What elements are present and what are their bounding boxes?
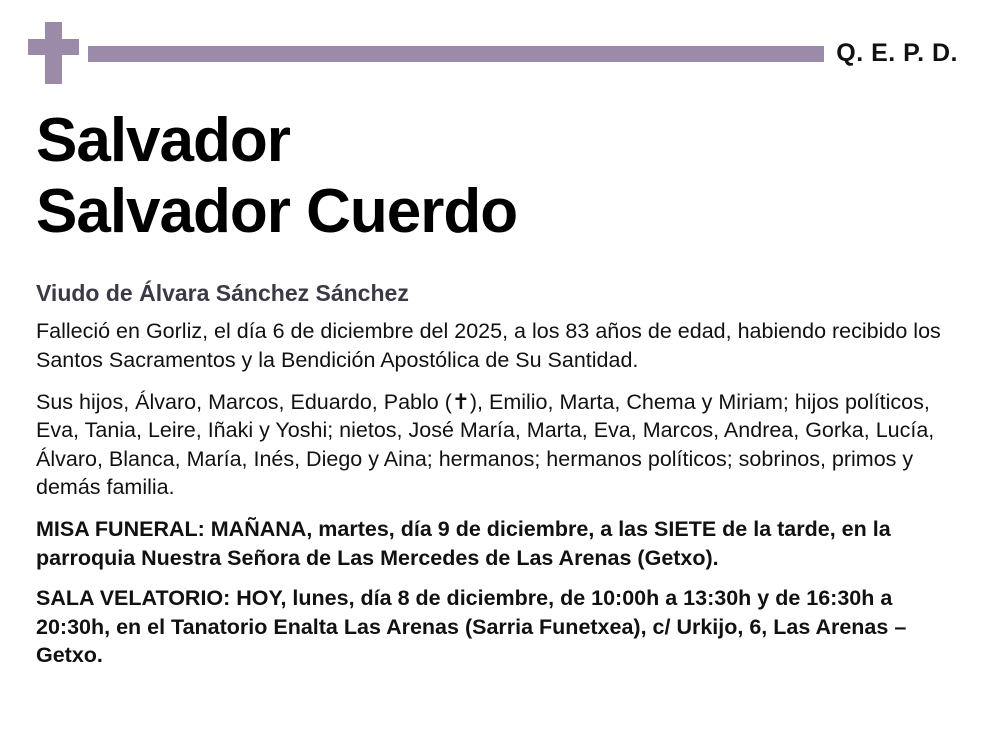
header-rule	[88, 46, 824, 62]
funeral-mass-paragraph: MISA FUNERAL: MAÑANA, martes, día 9 de diciembre, a las SIETE de la tarde, en la parroquia Nuestra Señora de Las Mercedes de Las Arenas (Getxo).	[36, 517, 891, 570]
wake-room-paragraph: SALA VELATORIO: HOY, lunes, día 8 de diciembre, de 10:00h a 13:30h y de 16:30h a 20:30h, en el Tanatorio Enalta Las Arenas (Sarria Funetxea), c/ Urkijo, 6, Las Arenas – Getxo.	[36, 586, 907, 667]
qepd-label: Q. E. P. D.	[836, 38, 958, 67]
deceased-surnames: Salvador Cuerdo	[36, 177, 518, 247]
death-notice-paragraph: Falleció en Gorliz, el día 6 de diciembre del 2025, a los 83 años de edad, habiendo recibido los Santos Sacramentos y la Bendición Apostólica de Su Santidad.	[36, 319, 941, 372]
relationship-line: Viudo de Álvara Sánchez Sánchez	[36, 280, 409, 307]
deceased-name-block	[36, 106, 960, 247]
survivors-paragraph: Sus hijos, Álvaro, Marcos, Eduardo, Pablo (✝), Emilio, Marta, Chema y Miriam; hijos políticos, Eva, Tania, Leire, Iñaki y Yoshi; nietos, José María, Marta, Eva, Marcos, Andrea, Gorka, Lucía, Álvaro, Blanca, María, Inés, Diego y Aina; hermanos; hermanos políticos; sobrinos, primos y demás familia.	[36, 389, 935, 500]
obituary-header	[24, 22, 960, 84]
cross-icon	[24, 22, 82, 84]
obituary-body	[36, 280, 950, 669]
cross-horizontal-bar	[28, 39, 79, 55]
deceased-first-name: Salvador	[36, 106, 290, 175]
